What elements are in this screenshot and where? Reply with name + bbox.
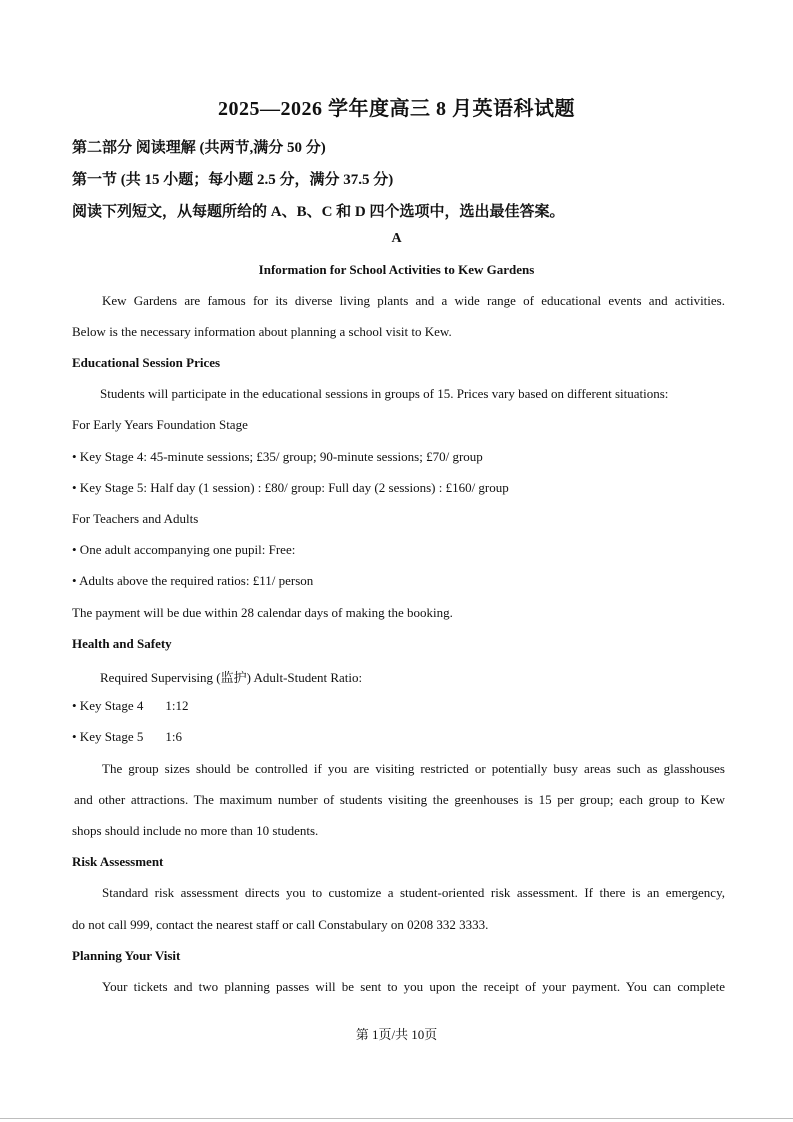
prices-item-one-adult: • One adult accompanying one pupil: Free: (72, 542, 296, 557)
ratio-intro: Required Supervising (监护) Adult-Student Ratio: (100, 670, 363, 685)
passage-heading: Information for School Activities to Kew Gardens (258, 262, 535, 277)
exam-title: 2025—2026 学年度高三 8 月英语科试题 (218, 98, 575, 120)
group-size-line-1: The group sizes should be controlled if you are visiting restricted or potentially busy areas such as glasshouses (102, 761, 725, 776)
passage-letter: A (391, 231, 402, 246)
risk-line-1: Standard risk assessment directs you to customize a student-oriented risk assessment. If there is an emergency, (102, 885, 725, 900)
page-bottom-divider (0, 1118, 793, 1119)
intro-line-2: Below is the necessary information about planning a school visit to Kew. (72, 324, 452, 339)
prices-item-key-stage-4: • Key Stage 4: 45-minute sessions; £35/ group; 90-minute sessions; £70/ group (72, 449, 483, 464)
risk-heading: Risk Assessment (72, 854, 164, 869)
ratio-ks5-value: 1:6 (165, 729, 182, 744)
group-size-line-3: shops should include no more than 10 students. (72, 823, 319, 838)
health-heading: Health and Safety (72, 636, 172, 651)
prices-item-adults-above: • Adults above the required ratios: £11/ person (72, 573, 314, 588)
part-heading: 第二部分 阅读理解 (共两节,满分 50 分) (72, 140, 326, 156)
page-footer: 第 1页/共 10页 (355, 1027, 438, 1042)
section-heading: 第一节 (共 15 小题；每小题 2.5 分，满分 37.5 分) (72, 172, 394, 188)
ratio-ks5-label: • Key Stage 5 (72, 729, 144, 744)
group-size-line-2: and other attractions. The maximum number of students visiting the greenhouses is 15 per group; each group to Kew (74, 792, 725, 807)
ratio-ks4-label: • Key Stage 4 (72, 698, 144, 713)
payment-note: The payment will be due within 28 calendar days of making the booking. (72, 605, 453, 620)
prices-group-early-years: For Early Years Foundation Stage (72, 417, 248, 432)
ratio-ks4-value: 1:12 (165, 698, 189, 713)
prices-item-key-stage-5: • Key Stage 5: Half day (1 session) : £80/ group: Full day (2 sessions) : £160/ group (72, 480, 509, 495)
prices-group-teachers-adults: For Teachers and Adults (72, 511, 199, 526)
intro-line-1: Kew Gardens are famous for its diverse living plants and a wide range of educational events and activities. (102, 293, 725, 308)
risk-line-2: do not call 999, contact the nearest staff or call Constabulary on 0208 332 3333. (72, 917, 489, 932)
planning-heading: Planning Your Visit (72, 948, 181, 963)
ratio-key-stage-5 (72, 729, 182, 745)
instruction-text: 阅读下列短文，从每题所给的 A、B、C 和 D 四个选项中，选出最佳答案。 (72, 204, 565, 220)
planning-line-1: Your tickets and two planning passes will be sent to you upon the receipt of your payment. You can complete (102, 979, 725, 994)
prices-intro: Students will participate in the educational sessions in groups of 15. Prices vary based on different situations: (100, 386, 669, 401)
ratio-key-stage-4 (72, 698, 188, 714)
prices-heading: Educational Session Prices (72, 355, 221, 370)
